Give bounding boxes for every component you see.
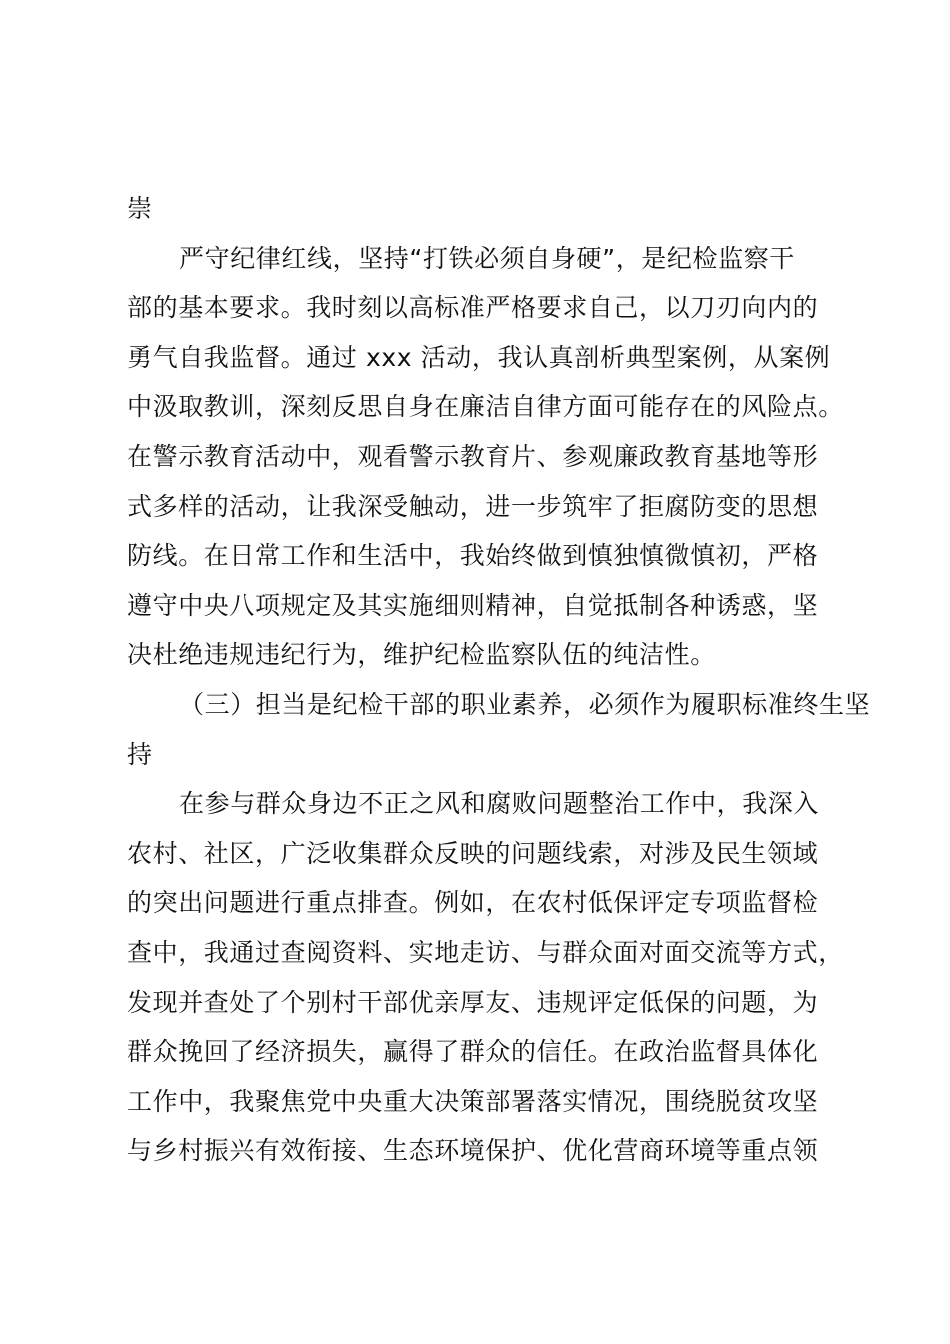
section-heading-continued: 持 [127, 739, 153, 769]
text-line: 中汲取教训，深刻反思自身在廉洁自律方面可能存在的风险点。 [127, 392, 844, 422]
text-line: 发现并查处了个别村干部优亲厚友、违规评定低保的问题，为 [127, 987, 819, 1017]
text-line: 决杜绝违规违纪行为，维护纪检监察队伍的纯洁性。 [127, 640, 716, 670]
paragraph-first-line: 严守纪律红线，坚持“打铁必须自身硬”，是纪检监察干 [179, 243, 795, 273]
text-line: 部的基本要求。我时刻以高标准严格要求自己，以刀刃向内的 [127, 293, 819, 323]
text-line: 崇 [127, 194, 153, 223]
text-line: 遵守中央八项规定及其实施细则精神，自觉抵制各种诱惑，坚 [127, 590, 819, 620]
text-line: 农村、社区，广泛收集群众反映的问题线索，对涉及民生领域 [127, 838, 819, 868]
section-heading: （三）担当是纪检干部的职业素养，必须作为履职标准终生坚 [179, 689, 871, 719]
paragraph-first-line: 在参与群众身边不正之风和腐败问题整治工作中，我深入 [179, 789, 820, 819]
text-line: 在警示教育活动中，观看警示教育片、参观廉政教育基地等形 [127, 441, 819, 471]
document-body [127, 184, 871, 1176]
text-line: 与乡村振兴有效衔接、生态环境保护、优化营商环境等重点领 [127, 1136, 819, 1166]
text-line: 防线。在日常工作和生活中，我始终做到慎独慎微慎初，严格 [127, 541, 819, 571]
text-line: 群众挽回了经济损失，赢得了群众的信任。在政治监督具体化 [127, 1037, 819, 1067]
text-line: 查中，我通过查阅资料、实地走访、与群众面对面交流等方式， [127, 937, 844, 967]
text-line: 式多样的活动，让我深受触动，进一步筑牢了拒腐防变的思想 [127, 491, 819, 521]
text-line: 的突出问题进行重点排查。例如，在农村低保评定专项监督检 [127, 888, 819, 918]
text-line: 勇气自我监督。通过 xxx 活动，我认真剖析典型案例，从案例 [127, 342, 831, 372]
text-line: 工作中，我聚焦党中央重大决策部署落实情况，围绕脱贫攻坚 [127, 1086, 819, 1116]
